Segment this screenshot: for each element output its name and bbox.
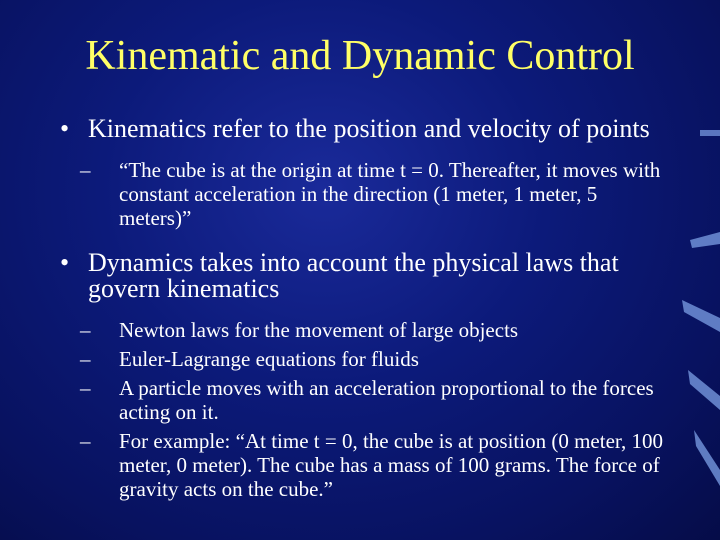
slide-title: Kinematic and Dynamic Control [85,33,635,79]
sub-bullet-text: Euler-Lagrange equations for fluids [119,347,419,371]
sub-bullet [60,158,670,230]
sub-bullet-text: “The cube is at the origin at time t = 0. Thereafter, it moves with constant acceleration in the direction (1 meter, 1 meter, 5 meters)” [119,158,661,230]
dash-marker: – [80,429,91,453]
sub-bullet [60,429,670,501]
dash-marker: – [80,376,91,400]
sub-bullet-text: For example: “At time t = 0, the cube is at position (0 meter, 100 meter, 0 meter). The cube has a mass of 100 grams. The force of gravity acts on the cube.” [119,429,664,501]
sub-bullet [60,318,670,342]
sub-bullet-text: Newton laws for the movement of large objects [119,318,519,342]
dash-marker: – [80,347,91,371]
bullet-marker: • [60,114,70,143]
bullet-text: Kinematics refer to the position and velocity of points [88,114,650,143]
bullet-kinematics [60,116,670,142]
sub-bullet [60,376,670,424]
bullet-group-dynamics [60,250,670,501]
sub-bullet-text: A particle moves with an acceleration proportional to the forces acting on it. [119,376,654,424]
bullet-text: Dynamics takes into account the physical laws that govern kinematics [88,248,619,303]
bullet-marker: • [60,248,70,277]
sub-bullet [60,347,670,371]
dash-marker: – [80,318,91,342]
bullet-dynamics [60,250,670,302]
dash-marker: – [80,158,91,182]
slide-body [60,116,670,521]
bullet-group-kinematics [60,116,670,230]
